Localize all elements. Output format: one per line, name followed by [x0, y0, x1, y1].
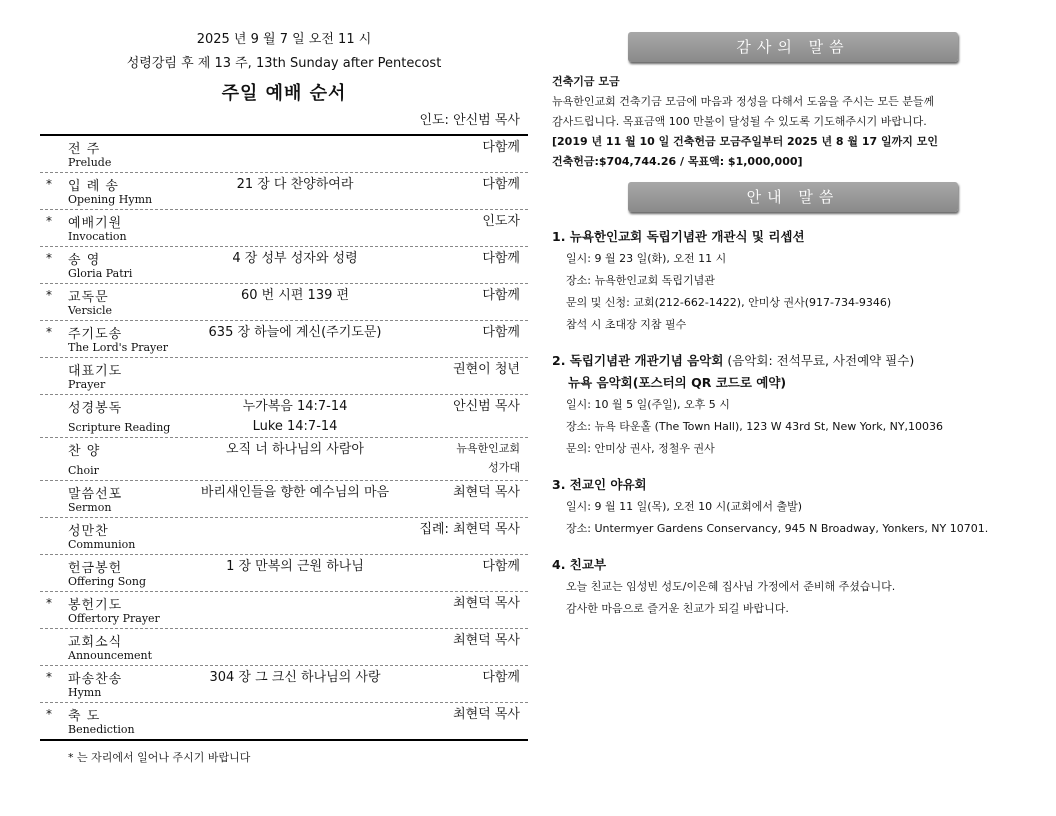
order-item-korean: 송 영 — [68, 253, 101, 268]
order-item-english: Sermon — [68, 501, 112, 514]
notices-banner: 안내 말씀 — [628, 182, 958, 212]
notice-2-note: (음악회: 전석무료, 사전예약 필수) — [723, 353, 915, 368]
order-item-korean: 입 례 송 — [68, 179, 119, 194]
order-row — [40, 210, 528, 247]
notice-2-line: 장소: 뉴욕 타운홀 (The Town Hall), 123 W 43rd St, New York, NY,10036 — [566, 420, 944, 433]
order-item-korean: 주기도송 — [68, 327, 123, 342]
notice-4-title: 4. 친교부 — [552, 557, 607, 572]
order-item-english: Choir — [68, 464, 99, 477]
order-item-korean: 찬 양 — [68, 444, 101, 459]
order-item-korean: 교회소식 — [68, 635, 123, 650]
notice-4-line: 오늘 친교는 임성빈 성도/이은혜 집사님 가정에서 준비해 주셨습니다. — [566, 580, 896, 593]
order-row — [40, 284, 528, 321]
order-item-leader: 집례: 최현덕 목사 — [419, 522, 520, 537]
standing-marker: * — [46, 251, 52, 265]
notice-1-line: 문의 및 신청: 교회(212-662-1422), 안미상 권사(917-734-9346) — [566, 296, 892, 309]
order-item-content: 304 장 그 크신 하나님의 사랑 — [209, 670, 381, 685]
order-item-leader: 다함께 — [482, 140, 520, 155]
order-item-korean: 파송찬송 — [68, 672, 123, 687]
order-item-korean: 성만찬 — [68, 524, 109, 539]
order-item-content: 60 번 시편 139 편 — [240, 288, 350, 303]
order-row — [40, 136, 528, 173]
order-item-english: Announcement — [68, 649, 153, 662]
order-item-leader: 다함께 — [482, 177, 520, 192]
standing-marker: * — [46, 596, 52, 610]
order-row — [40, 438, 528, 481]
notice-2-line: 문의: 안미상 권사, 정철우 권사 — [566, 442, 715, 455]
announcements-panel — [552, 32, 992, 620]
notice-3-title: 3. 전교인 야유회 — [552, 477, 647, 492]
order-item-leader: 최현덕 목사 — [453, 485, 520, 500]
order-row — [40, 481, 528, 518]
order-item-english: Offering Song — [68, 575, 147, 588]
order-row — [40, 247, 528, 284]
service-date: 2025 년 9 월 7 일 오전 11 시 — [196, 32, 372, 47]
notice-2-heading — [552, 350, 992, 372]
standing-marker: * — [46, 325, 52, 339]
service-leader: 인도: 안신범 목사 — [419, 113, 520, 128]
standing-marker: * — [46, 214, 52, 228]
standing-marker: * — [46, 707, 52, 721]
order-item-korean: 봉헌기도 — [68, 598, 123, 613]
order-item-korean: 교독문 — [68, 290, 109, 305]
service-week: 성령강림 후 제 13 주, 13th Sunday after Pentecost — [126, 56, 442, 71]
order-item-english: Benediction — [68, 723, 135, 736]
order-item-english: Hymn — [68, 686, 102, 699]
order-item-korean: 헌금봉헌 — [68, 561, 123, 576]
order-item-leader: 안신범 목사 — [453, 399, 520, 414]
order-row — [40, 358, 528, 395]
order-item-english: Scripture Reading — [68, 421, 171, 434]
order-item-leader: 인도자 — [482, 214, 520, 229]
order-item-english: Gloria Patri — [68, 267, 133, 280]
page-title: 주일 예배 순서 — [221, 83, 347, 104]
order-item-content: 635 장 하늘에 계신(주기도문) — [208, 325, 382, 340]
standing-footnote: * 는 자리에서 일어나 주시기 바랍니다 — [68, 751, 251, 764]
order-item-leader: 최현덕 목사 — [453, 596, 520, 611]
order-item-content: 21 장 다 찬양하여라 — [236, 177, 354, 192]
order-row — [40, 321, 528, 358]
order-item-leader: 다함께 — [482, 251, 520, 266]
order-item-english: Versicle — [68, 304, 113, 317]
thanks-banner: 감사의 말씀 — [628, 32, 958, 62]
order-item-leader: 최현덕 목사 — [453, 707, 520, 722]
fund-total-line-1: [2019 년 11 월 10 일 건축헌금 모금주일부터 2025 년 8 월 17 일까지 모인 — [552, 135, 938, 148]
order-item-english: Opening Hymn — [68, 193, 153, 206]
order-item-leader: 다함께 — [482, 670, 520, 685]
order-item-leader: 뉴욕한인교회 — [456, 442, 520, 455]
order-row — [40, 555, 528, 592]
order-item-content: 누가복음 14:7-14 — [242, 399, 348, 414]
order-row — [40, 592, 528, 629]
order-item-content: 바리새인들을 향한 예수님의 마음 — [200, 485, 390, 500]
fund-title: 건축기금 모금 — [552, 75, 620, 88]
notice-3-line: 일시: 9 월 11 일(목), 오전 10 시(교회에서 출발) — [566, 500, 803, 513]
notice-1-title: 1. 뉴욕한인교회 독립기념관 개관식 및 리셉션 — [552, 229, 805, 244]
order-item-english: Communion — [68, 538, 136, 551]
order-item-english: Prayer — [68, 378, 106, 391]
order-item-content-sub: Luke 14:7-14 — [252, 419, 338, 434]
fund-total-line-2: 건축헌금:$704,744.26 / 목표액: $1,000,000] — [552, 155, 803, 168]
order-item-korean: 말씀선포 — [68, 487, 123, 502]
order-table — [40, 134, 528, 741]
order-item-leader: 다함께 — [482, 325, 520, 340]
order-item-korean: 예배기원 — [68, 216, 123, 231]
worship-order-panel — [40, 28, 528, 765]
order-row — [40, 395, 528, 438]
order-item-english: Offertory Prayer — [68, 612, 160, 625]
order-item-leader: 최현덕 목사 — [453, 633, 520, 648]
order-item-leader: 권현이 청년 — [453, 362, 520, 377]
standing-marker: * — [46, 670, 52, 684]
standing-marker: * — [46, 288, 52, 302]
order-row — [40, 518, 528, 555]
order-row — [40, 173, 528, 210]
fund-line-2: 감사드립니다. 목표금액 100 만불이 달성될 수 있도록 기도해주시기 바랍니다. — [552, 115, 927, 128]
notice-4-line: 감사한 마음으로 즐거운 친교가 되길 바랍니다. — [566, 602, 789, 615]
order-item-leader-sub: 성가대 — [488, 461, 520, 474]
order-item-korean: 전 주 — [68, 142, 101, 157]
order-item-korean: 축 도 — [68, 709, 101, 724]
order-item-content: 4 장 성부 성자와 성령 — [232, 251, 358, 266]
order-item-leader: 다함께 — [482, 288, 520, 303]
order-row — [40, 666, 528, 703]
order-item-content: 1 장 만복의 근원 하나님 — [226, 559, 364, 574]
standing-marker: * — [46, 177, 52, 191]
order-item-english: The Lord's Prayer — [68, 341, 169, 354]
notice-2-line: 일시: 10 월 5 일(주일), 오후 5 시 — [566, 398, 730, 411]
order-item-korean: 대표기도 — [68, 364, 123, 379]
order-item-content: 오직 너 하나님의 사람아 — [226, 442, 364, 457]
fund-line-1: 뉴욕한인교회 건축기금 모금에 마음과 정성을 다해서 도움을 주시는 모든 분들께 — [552, 95, 935, 108]
order-row — [40, 703, 528, 739]
order-item-english: Prelude — [68, 156, 112, 169]
order-row — [40, 629, 528, 666]
notice-1-line: 장소: 뉴욕한인교회 독립기념관 — [566, 274, 715, 287]
notice-3-line: 장소: Untermyer Gardens Conservancy, 945 N Broadway, Yonkers, NY 10701. — [566, 522, 989, 535]
notice-1-line: 일시: 9 월 23 일(화), 오전 11 시 — [566, 252, 727, 265]
order-item-english: Invocation — [68, 230, 127, 243]
notice-2-title: 2. 독립기념관 개관기념 음악회 — [552, 353, 724, 368]
notice-2-sub: 뉴욕 음악회(포스터의 QR 코드로 예약) — [568, 375, 787, 390]
notice-1-line: 참석 시 초대장 지참 필수 — [566, 318, 687, 331]
order-item-leader: 다함께 — [482, 559, 520, 574]
order-item-korean: 성경봉독 — [68, 401, 123, 416]
